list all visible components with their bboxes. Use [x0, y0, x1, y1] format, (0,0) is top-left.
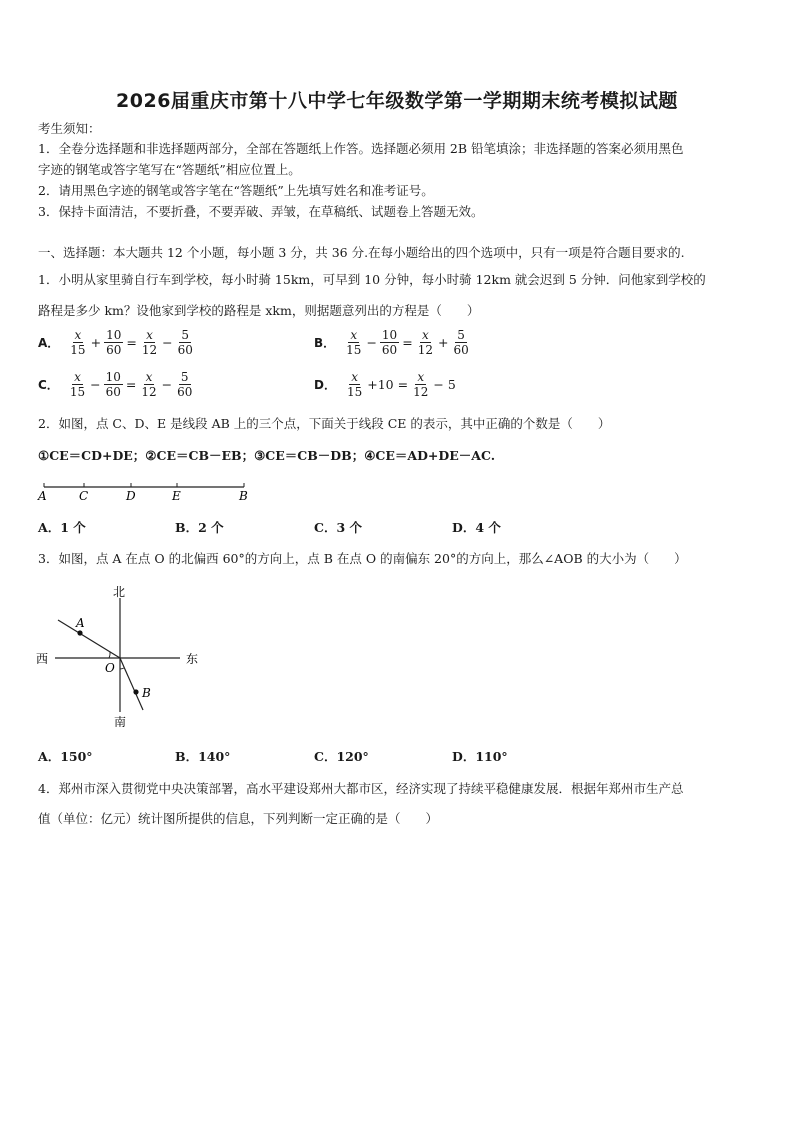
fraction: $\frac{x}{15}$	[346, 370, 363, 399]
fraction: $\frac{5}{60}$	[177, 370, 193, 399]
fraction: $\frac{5}{60}$	[177, 328, 193, 357]
fraction: $\frac{x}{15}$	[70, 328, 86, 357]
ray-oa	[58, 620, 120, 658]
label-e: E	[172, 489, 181, 502]
q1-option-b[interactable]: B． $\frac{x}{15}$ − $\frac{10}{60}$ = $\frac{x}{12}$ + $\frac{5}{60}$	[314, 328, 469, 357]
label-south: 南	[114, 715, 127, 729]
ray-ob	[120, 658, 143, 710]
section-heading: 一、选择题：本大题共 12 个小题，每小题 3 分，共 36 分.在每小题给出的四个选项中，只有一项是符合题目要求的.	[38, 245, 685, 260]
notice-item-1-line-1: 1．全卷分选择题和非选择题两部分，全部在答题纸上作答。选择题必须用 2B 铅笔填涂；非选择题的答案必须用黑色	[38, 141, 684, 156]
q2-option-c[interactable]: C．3 个	[314, 520, 362, 535]
option-label: B．	[314, 336, 336, 350]
label-b: B	[239, 489, 248, 502]
compass-diagram	[30, 580, 210, 735]
angle-arc-a	[109, 652, 110, 658]
q2-option-d[interactable]: D．4 个	[452, 520, 501, 535]
notice-heading: 考生须知：	[38, 121, 101, 136]
q1-option-a[interactable]: A． $\frac{x}{15}$ + $\frac{10}{60}$ = $\frac{x}{12}$ − $\frac{5}{60}$	[38, 328, 193, 357]
fraction: $\frac{x}{12}$	[413, 370, 429, 399]
q4-stem-line-1: 4．郑州市深入贯彻党中央决策部署，高水平建设郑州大都市区，经济实现了持续平稳健康发展．根据年郑州市生产总	[38, 781, 684, 796]
label-a: A	[76, 616, 85, 630]
q1-stem-line-2: 路程是多少 km？设他家到学校的路程是 xkm，则据题意列出的方程是（ ）	[38, 303, 480, 318]
label-west: 西	[36, 652, 49, 666]
page-title: 2026届重庆市第十八中学七年级数学第一学期期末统考模拟试题	[116, 90, 678, 112]
fraction: $\frac{x}{12}$	[141, 328, 158, 357]
q3-stem: 3．如图，点 A 在点 O 的北偏西 60°的方向上，点 B 在点 O 的南偏东 20°的方向上，那么∠AOB 的大小为（ ）	[38, 551, 687, 566]
point-a	[77, 630, 82, 635]
label-north: 北	[113, 585, 126, 599]
label-b: B	[142, 686, 151, 700]
label-o: O	[105, 661, 115, 675]
fraction: $\frac{x}{12}$	[417, 328, 433, 357]
label-a: A	[38, 489, 47, 502]
label-c: C	[79, 489, 89, 502]
fraction: $\frac{10}{60}$	[105, 370, 121, 399]
option-label: C．	[38, 378, 59, 392]
fraction: $\frac{5}{60}$	[453, 328, 469, 357]
q2-statements: ①CE＝CD+DE；②CE＝CB－EB；③CE＝CB－DB；④CE＝AD+DE－AC.	[38, 448, 496, 463]
option-label: D．	[314, 378, 336, 392]
q1-option-d[interactable]: D． $\frac{x}{15}$ +10 = $\frac{x}{12}$ − 5	[314, 370, 456, 399]
q1-stem-line-1: 1．小明从家里骑自行车到学校，每小时骑 15km，可早到 10 分钟，每小时骑 12km 就会迟到 5 分钟．问他家到学校的	[38, 272, 706, 287]
notice-item-1-line-2: 字迹的钢笔或答字笔写在“答题纸”相应位置上。	[38, 162, 301, 177]
option-label: A．	[38, 336, 60, 350]
notice-item-2: 2．请用黑色字迹的钢笔或答字笔在“答题纸”上先填写姓名和准考证号。	[38, 183, 434, 198]
q4-stem-line-2: 值（单位：亿元）统计图所提供的信息，下列判断一定正确的是（ ）	[38, 811, 439, 826]
fraction: $\frac{x}{15}$	[346, 328, 362, 357]
fraction: $\frac{x}{12}$	[141, 370, 157, 399]
fraction: $\frac{x}{15}$	[69, 370, 86, 399]
label-east: 东	[186, 652, 199, 666]
q2-option-b[interactable]: B．2 个	[175, 520, 224, 535]
segment-diagram	[34, 478, 254, 502]
q3-option-b[interactable]: B．140°	[175, 749, 231, 764]
fraction: $\frac{10}{60}$	[106, 328, 122, 357]
q1-option-c[interactable]: C． $\frac{x}{15}$ − $\frac{10}{60}$ = $\frac{x}{12}$ − $\frac{5}{60}$	[38, 370, 193, 399]
fraction: $\frac{10}{60}$	[381, 328, 398, 357]
point-b	[133, 689, 138, 694]
q3-option-a[interactable]: A．150°	[38, 749, 93, 764]
q3-option-d[interactable]: D．110°	[452, 749, 508, 764]
q2-option-a[interactable]: A．1 个	[38, 520, 86, 535]
notice-item-3: 3．保持卡面清洁，不要折叠，不要弄破、弄皱，在草稿纸、试题卷上答题无效。	[38, 204, 484, 219]
q2-stem: 2．如图，点 C、D、E 是线段 AB 上的三个点，下面关于线段 CE 的表示，其中正确的个数是（ ）	[38, 416, 611, 431]
q3-option-c[interactable]: C．120°	[314, 749, 369, 764]
label-d: D	[126, 489, 136, 502]
